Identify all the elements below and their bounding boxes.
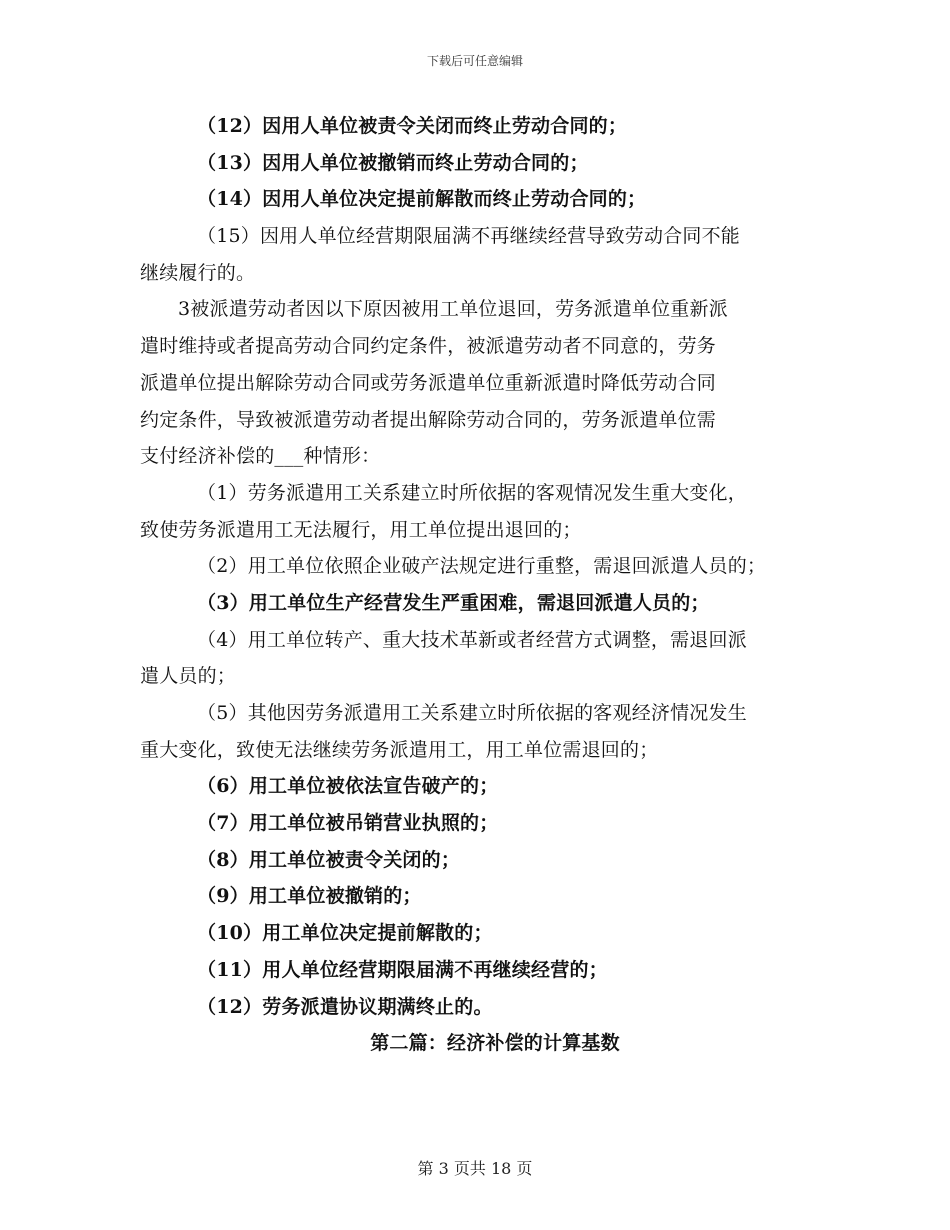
paragraph-line: （10）用工单位决定提前解散的； <box>197 922 493 945</box>
section-title: 第二篇：经济补偿的计算基数 <box>370 1032 620 1055</box>
paragraph-line: 遣时维持或者提高劳动合同约定条件，被派遣劳动者不同意的，劳务 <box>140 335 717 358</box>
document-body <box>140 108 820 1062</box>
paragraph-line: （1）劳务派遣用工关系建立时所依据的客观情况发生重大变化， <box>197 481 747 504</box>
paragraph-line: 遣人员的； <box>140 665 237 688</box>
paragraph-line: （7）用工单位被吊销营业执照的； <box>197 812 499 835</box>
paragraph-line: （13）因用人单位被撤销而终止劳动合同的； <box>197 151 589 174</box>
paragraph-line: （11）用人单位经营期限届满不再继续经营的； <box>197 958 608 981</box>
paragraph-line: （12）劳务派遣协议期满终止的。 <box>197 995 493 1018</box>
paragraph-line: （2）用工单位依照企业破产法规定进行重整，需退回派遣人员的； <box>197 555 767 578</box>
paragraph-line: （5）其他因劳务派遣用工关系建立时所依据的客观经济情况发生 <box>197 702 747 724</box>
paragraph-line: （3）用工单位生产经营发生严重困难，需退回派遣人员的； <box>197 591 710 614</box>
paragraph-line: 3被派遣劳动者因以下原因被用工单位退回，劳务派遣单位重新派 <box>178 298 728 321</box>
paragraph-line: （12）因用人单位被责令关闭而终止劳动合同的； <box>197 115 628 137</box>
paragraph-line: （9）用工单位被撤销的； <box>197 885 422 908</box>
page-header: 下载后可任意编辑 <box>426 54 523 68</box>
paragraph-line: （6）用工单位被依法宣告破产的； <box>197 775 499 798</box>
paragraph-line: 致使劳务派遣用工无法履行，用工单位提出退回的； <box>140 518 582 541</box>
paragraph-line: （4）用工单位转产、重大技术革新或者经营方式调整，需退回派 <box>197 628 747 651</box>
paragraph-line: 约定条件，导致被派遣劳动者提出解除劳动合同的，劳务派遣单位需 <box>140 408 717 431</box>
paragraph-line: （15）因用人单位经营期限届满不再继续经营导致劳动合同不能 <box>197 225 740 248</box>
page-footer: 第 3 页共 18 页 <box>417 1159 533 1178</box>
paragraph-line: 支付经济补偿的___种情形： <box>140 445 381 468</box>
paragraph-line: 继续履行的。 <box>140 261 256 284</box>
paragraph-line: 重大变化，致使无法继续劳务派遣用工，用工单位需退回的； <box>140 738 659 761</box>
paragraph-line: 派遣单位提出解除劳动合同或劳务派遣单位重新派遣时降低劳动合同 <box>140 371 717 394</box>
paragraph-line: （8）用工单位被责令关闭的； <box>197 848 461 871</box>
paragraph-line: （14）因用人单位决定提前解散而终止劳动合同的； <box>197 188 647 211</box>
